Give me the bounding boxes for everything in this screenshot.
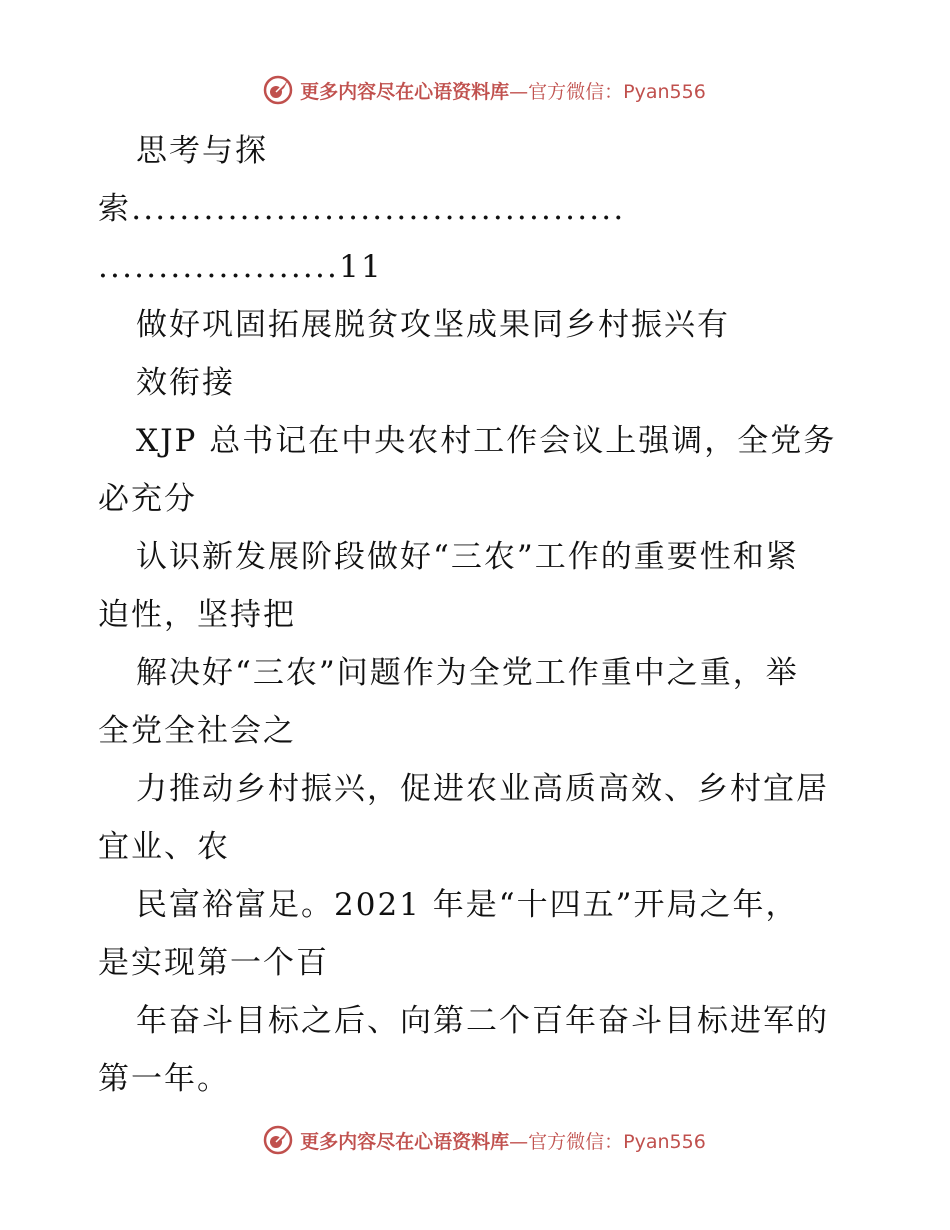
- paragraph-line: 必充分: [98, 481, 197, 517]
- banner-text: [300, 77, 706, 104]
- paragraph-line: 是实现第一个百: [98, 945, 329, 981]
- banner-content: [262, 1124, 706, 1156]
- banner-separator: —: [509, 80, 529, 103]
- header-banner: [0, 70, 950, 110]
- banner-content: [262, 74, 706, 106]
- paragraph-line: 全党全社会之: [98, 713, 296, 749]
- paragraph-line: 认识新发展阶段做好“三农”工作的重要性和紧: [136, 539, 799, 575]
- toc-page-number-line: ....................11: [98, 249, 383, 285]
- quill-logo-icon: [262, 74, 294, 106]
- section-heading: 做好巩固拓展脱贫攻坚成果同乡村振兴有: [136, 307, 730, 343]
- paragraph-line: 民富裕富足。2021 年是“十四五”开局之年，: [136, 887, 799, 923]
- banner-brand: 更多内容尽在心语资料库: [300, 80, 510, 103]
- toc-dots-line: 索.........................................: [98, 191, 626, 227]
- doc-line: 思考与探: [136, 133, 268, 169]
- document-body: [98, 122, 858, 1108]
- banner-separator: —: [509, 1130, 529, 1153]
- paragraph-line: 力推动乡村振兴，促进农业高质高效、乡村宜居: [136, 771, 829, 807]
- banner-contact: 官方微信：Pyan556: [528, 1130, 706, 1153]
- paragraph-line: 年奋斗目标之后、向第二个百年奋斗目标进军的: [136, 1003, 829, 1039]
- paragraph-line: XJP 总书记在中央农村工作会议上强调，全党务: [136, 423, 837, 459]
- paragraph-line: 第一年。: [98, 1061, 230, 1097]
- paragraph-line: 解决好“三农”问题作为全党工作重中之重，举: [136, 655, 799, 691]
- footer-banner: [0, 1120, 950, 1160]
- banner-brand: 更多内容尽在心语资料库: [300, 1130, 510, 1153]
- banner-contact: 官方微信：Pyan556: [528, 80, 706, 103]
- paragraph-line: 迫性，坚持把: [98, 597, 296, 633]
- banner-text: [300, 1127, 706, 1154]
- section-heading-cont: 效衔接: [136, 365, 235, 401]
- quill-logo-icon: [262, 1124, 294, 1156]
- paragraph-line: 宜业、农: [98, 829, 230, 865]
